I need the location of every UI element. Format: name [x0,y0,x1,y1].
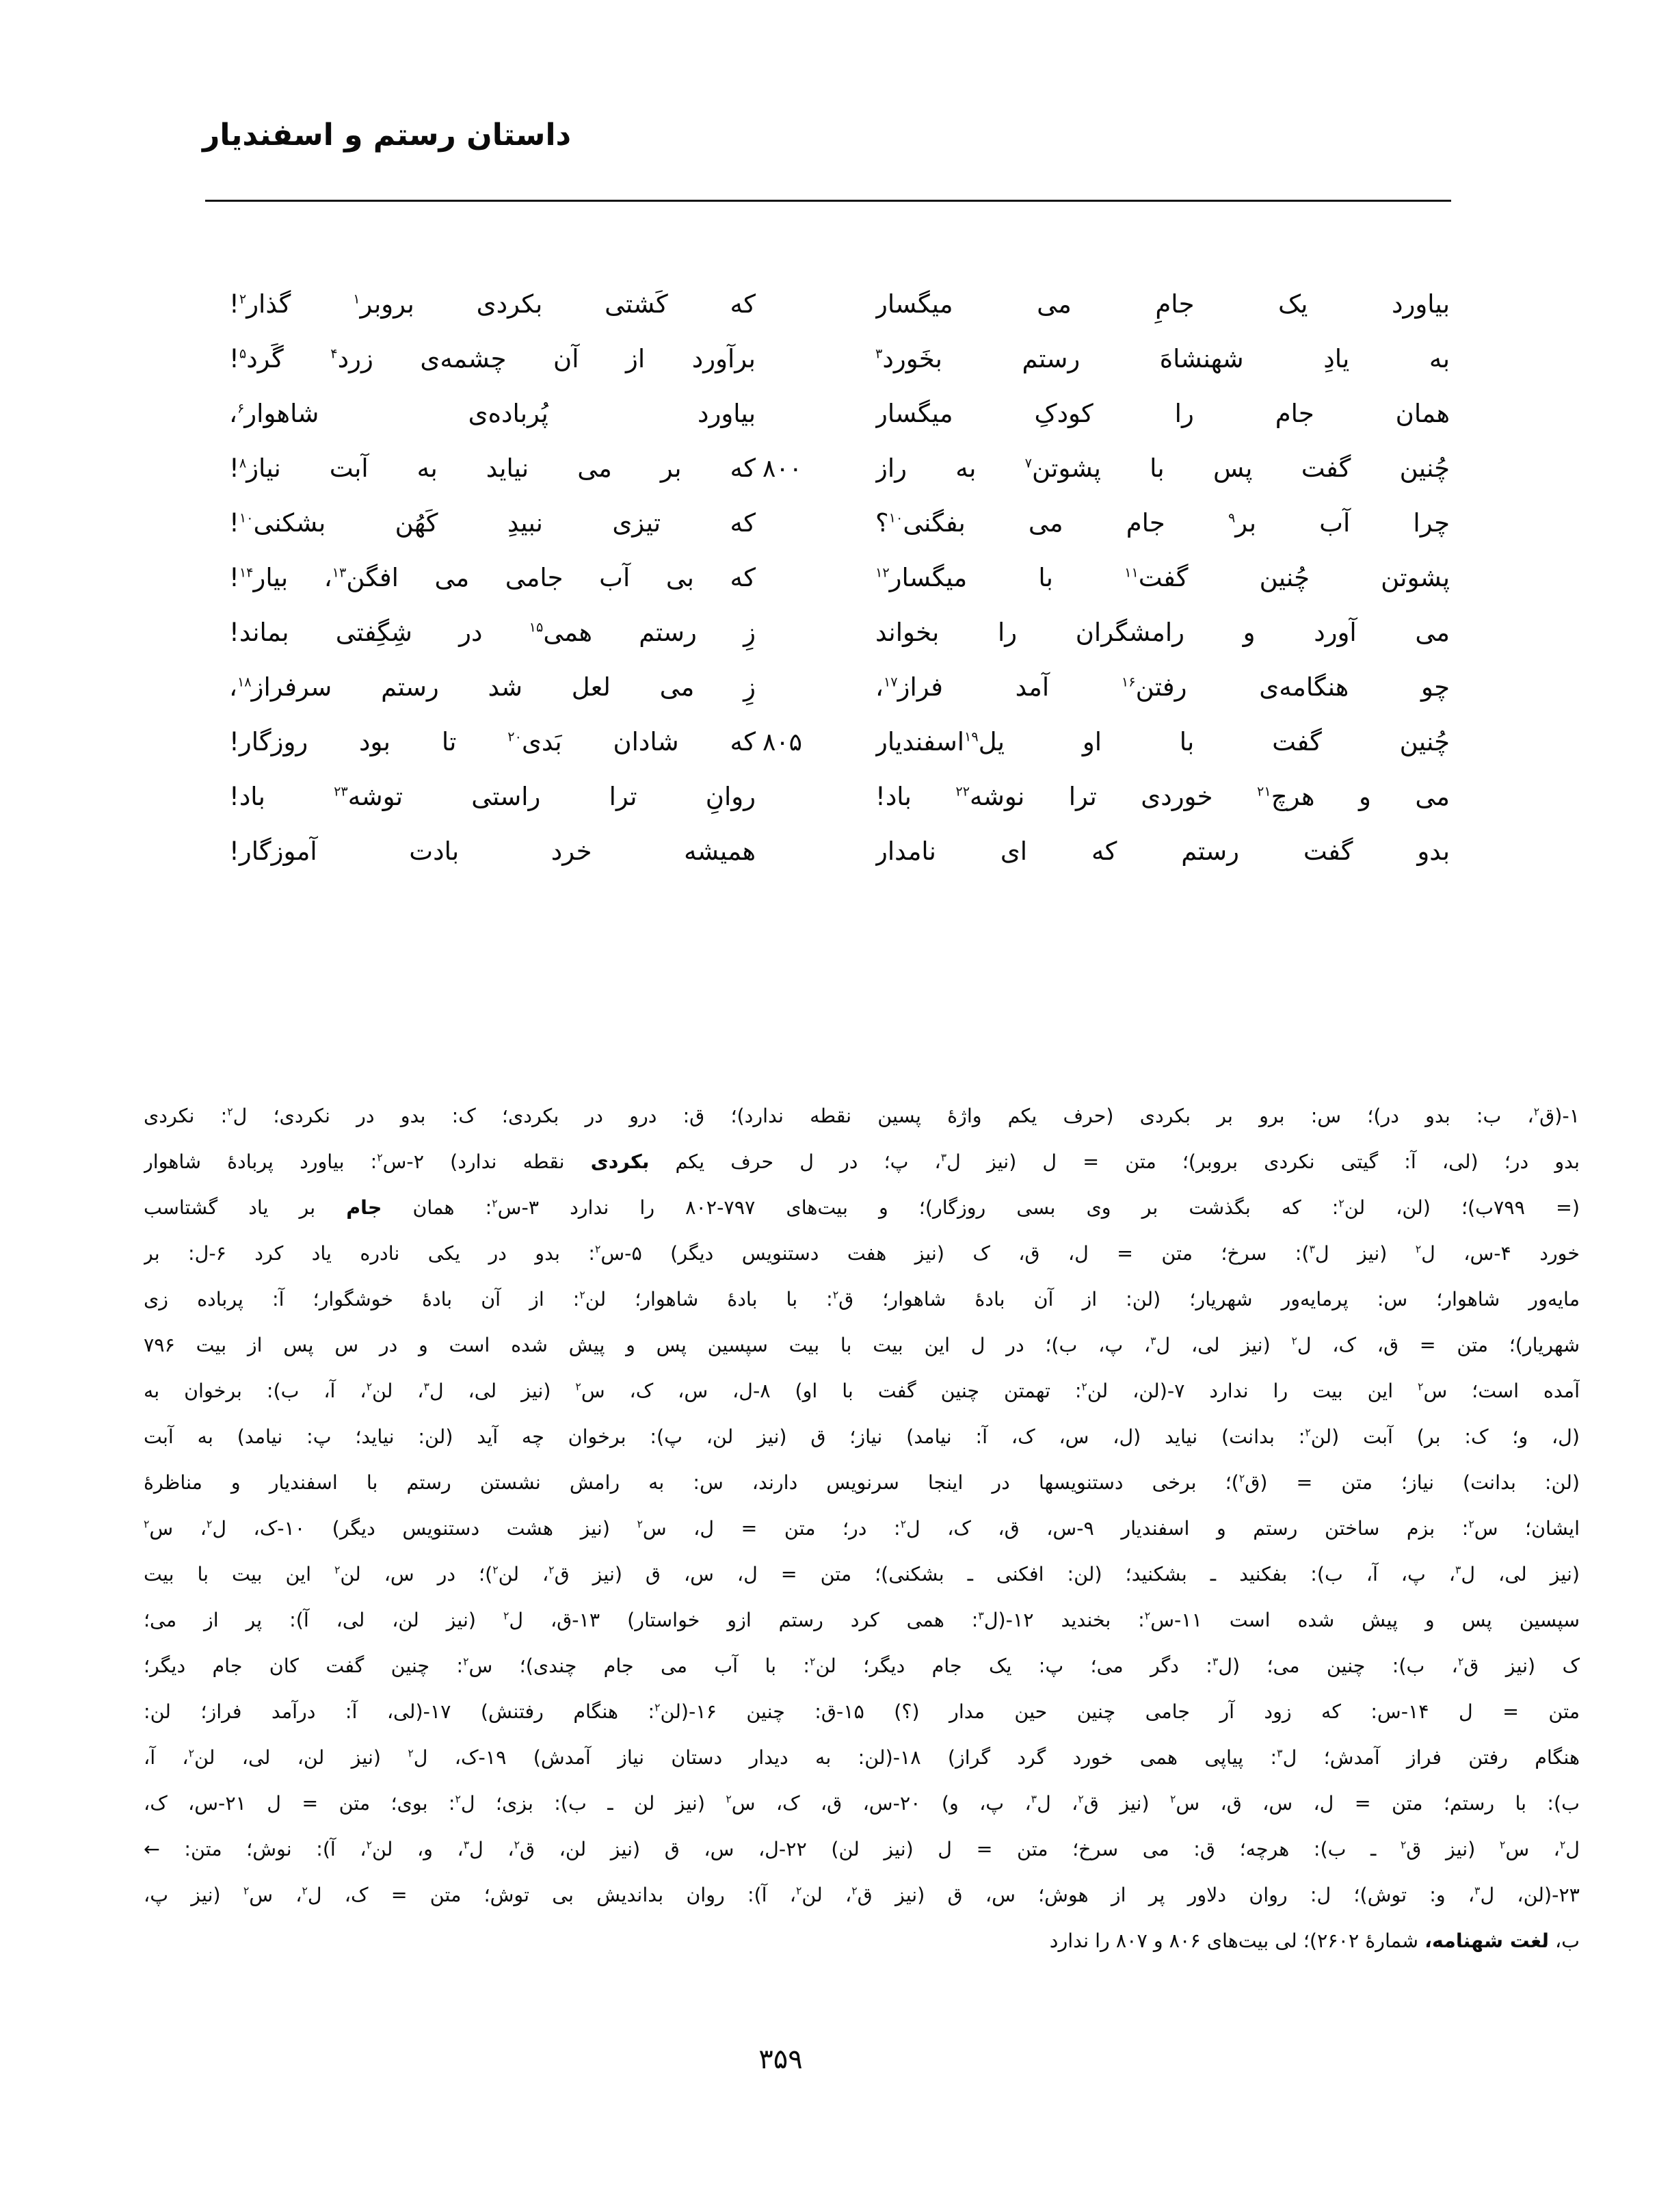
hemistich-left: که بر می نیاید به آبت نیاز$^۸$! [229,453,756,483]
page-title: داستان رستم و اسفندیار [202,118,572,153]
verse-number: ۸۰۰ [763,455,803,483]
footnote-line: خورد ۴-س، ل$^۲$ (نیز ل$^۳$): سرخ؛ متن = ل، ق، ک (نیز هفت دستنویس دیگر) ۵-س$^۲$: بدو در یکی نادره یاد کرد ۶-ل: بر [144,1242,1580,1265]
page-number: ۳۵۹ [758,2044,803,2075]
hemistich-right: چُنین گفت پس با پشوتن$^۷$ به راز [875,453,1450,483]
footnote-line: ۱-(ق$^۲$، ب: بدو در)؛ س: برو بر بکردی (حرف یکم واژهٔ پسین نقطه ندارد)؛ ق: درو در بکردی؛ ک: بدو در نکردی؛ ل$^۲$: نکردی [144,1105,1580,1127]
hemistich-right: می آورد و رامشگران را بخواند [875,618,1450,647]
hemistich-right: می و هرچ$^{۲۱}$ خوردی ترا نوشه$^{۲۲}$ باد! [875,782,1450,811]
footnote-line: هنگام رفتن فراز آمدش؛ ل$^۳$: پیاپی همی خورد گرد گراز) ۱۸-(لن: به دیدار دستان نیاز آمدش) ۱۹-ک، ل$^۲$ (نیز لن، لی، لن$^۲$، آ، [144,1746,1580,1769]
hemistich-right: چُنین گفت با او یل$^{۱۹}$اسفندیار [875,727,1450,756]
footnote-line: ب، لغت شهنامه، شمارهٔ ۲۶۰۲)؛ لی بیت‌های ۸۰۶ و ۸۰۷ را ندارد [1049,1930,1580,1952]
footnote-line: (= ۷۹۹ب)؛ (لن، لن$^۲$: که بگذشت بر وی بسی روزگار)؛ و بیت‌های ۷۹۷-۸۰۲ را ندارد ۳-س$^۲$: همان جام بر یاد گشتاسب [144,1196,1580,1219]
hemistich-right: چو هنگامه‌ی رفتن$^{۱۶}$ آمد فراز$^{۱۷}$، [875,672,1450,702]
footnote-line: (نیز لی، ل$^۳$، پ، آ، ب): بفکنید ـ بشکنید؛ (لن: افکنی ـ بشکنی)؛ متن = ل، س، ق (نیز ق$^۲$، لن$^۲$)؛ در س، لن$^۲$ این بیت با بیت [144,1563,1580,1585]
verse-row [229,769,1450,824]
footnote-line: آمده است؛ س$^۲$ این بیت را ندارد ۷-(لن، لن$^۲$: تهمتن چنین گفت با او) ۸-ل، س، ک، س$^۲$ (نیز لی، ل$^۳$، لن$^۲$، آ، ب): برخوان به [144,1380,1580,1402]
verse-row [229,551,1450,605]
verse-row [229,332,1450,386]
hemistich-left: همیشه خرد بادت آموزگار! [229,837,756,866]
footnote-line: ۲۳-(لن، ل$^۳$، و: توش)؛ ل: روان دلاور پر از هوش؛ س، ق (نیز ق$^۲$، لن$^۲$، آ): روان بداندیش بی توش؛ متن = ک، ل$^۲$، س$^۲$ (نیز پ، [144,1884,1580,1906]
footnote-line: ب): با رستم؛ متن = ل، س، ق، س$^۲$ (نیز ق$^۲$، ل$^۳$، پ، و) ۲۰-س، ق، ک، س$^۲$ (نیز لن ـ ب): بزی؛ ل$^۲$: بوی؛ متن = ل ۲۱-س، ک، [144,1792,1580,1815]
footnote-line: (لن: بدانت) نیاز؛ متن = (ق$^۲$)؛ برخی دستنویسها در اینجا سرنویس دارند، س: به رامش نشستن رستم با اسفندیار و مناظرهٔ [144,1471,1580,1494]
footnote-line: شهریار)؛ متن = ق، ک، ل$^۲$ (نیز لی، ل$^۳$، پ، ب)؛ در ل این بیت با بیت سپسین پس و پیش شده است و در س پس از بیت ۷۹۶ [144,1334,1580,1356]
hemistich-right: به یادِ شهنشاهَ رستم بخَورد$^۳$ [875,344,1450,373]
poem [229,277,1450,879]
hemistich-right: پشوتن چُنین گفت$^{۱۱}$ با میگسار$^{۱۲}$ [875,563,1450,592]
hemistich-left: روانِ ترا راستی توشه$^{۲۳}$ باد! [229,782,756,811]
hemistich-left: برآورد از آن چشمه‌ی زرد$^۴$ گَرد$^۵$! [229,344,756,373]
hemistich-left: که بی آب جامی می افگن$^{۱۳}$، بیار$^{۱۴}$! [229,563,756,592]
hemistich-left: زِ رستم همی$^{۱۵}$ در شِگِفتی بماند! [229,618,756,647]
hemistich-left: که کَشتی بکردی بروبر$^۱$ گذار$^۲$! [229,289,756,319]
header-rule [205,200,1451,202]
hemistich-left: که شادان بَدی$^{۲۰}$ تا بود روزگار! [229,727,756,756]
footnotes [144,1093,1580,1964]
footnote-line: مایه‌ور شاهوار؛ س: پرمایه‌ور شهریار؛ (لن: از آن بادهٔ شاهوار؛ ق$^۲$: با بادهٔ شاهوار؛ لن$^۲$: از آن بادهٔ خوشگوار؛ آ: پرباده زی [144,1288,1580,1311]
verse-row [229,715,1450,769]
footnote-line: متن = ل ۱۴-س: که زود آر جامی چنین حین مدار (؟) ۱۵-ق: چنین ۱۶-(لن$^۲$: هنگام رفتنش) ۱۷-(لی، آ: درآمد فراز؛ لن: [144,1700,1580,1723]
verse-row [229,605,1450,660]
verse-row [229,386,1450,441]
footnote-line: بدو در؛ (لی، آ: گیتی نکردی بروبر)؛ متن = ل (نیز ل$^۳$، پ؛ در ل حرف یکم بکردی نقطه ندارد) ۲-س$^۲$: بیاورد پربادهٔ شاهوار [144,1150,1580,1173]
hemistich-right: چرا آب بر$^۹$ جام می بفگنی$^{۱۰}$؟ [875,508,1450,538]
verse-row [229,277,1450,332]
hemistich-left: که تیزی نبیدِ کَهُن بشکنی$^{۱۰}$! [229,508,756,538]
footnote-line: ک (نیز ق$^۲$، ب): چنین می؛ (ل$^۳$: دگر می؛ پ: یک جام دیگر؛ لن$^۲$: با آب می جام چندی)؛ س$^۲$: چنین گفت کان جام دیگر؛ [144,1655,1580,1677]
hemistich-right: همان جام را کودکِ میگسار [875,399,1450,428]
verse-row [229,824,1450,879]
hemistich-left: زِ می لعل شد رستم سرفراز$^{۱۸}$، [229,672,756,702]
footnote-line: ایشان؛ س$^۲$: بزم ساختن رستم و اسفندیار ۹-س، ق، ک، ل$^۲$: در؛ متن = ل، س$^۲$ (نیز هشت دستنویس دیگر) ۱۰-ک، ل$^۲$، س$^۲$ [144,1517,1580,1540]
verse-number: ۸۰۵ [763,728,803,756]
footnote-line: (ل، و؛ ک: بر) آبت (لن$^۲$: بدانت) نیاید (ل، س، ک، آ: نیامد) نیاز؛ ق (نیز لن، پ): برخوان چه آید (لن: نیاید؛ پ: نیامد) به آبت [144,1425,1580,1448]
hemistich-left: بیاورد پُرباده‌ی شاهوار$^۶$، [229,399,756,428]
verse-row [229,441,1450,496]
hemistich-right: بدو گفت رستم که ای نامدار [875,837,1450,866]
verse-row [229,496,1450,551]
verse-row [229,660,1450,715]
footnote-line: سپسین پس و پیش شده است ۱۱-س$^۲$: بخندید ۱۲-(ل$^۳$: همی کرد رستم ازو خواستار) ۱۳-ق، ل$^۲$ (نیز لن، لی، آ): پر از می؛ [144,1609,1580,1631]
hemistich-right: بیاورد یک جامِ می میگسار [875,289,1450,319]
footnote-line: ل$^۲$، س$^۲$ (نیز ق$^۲$ ـ ب): هرچه؛ ق: می سرخ؛ متن = ل (نیز لن) ۲۲-ل، س، ق (نیز لن، ق$^۲$، ل$^۳$، و، لن$^۲$، آ): نوش؛ متن: ← [144,1838,1580,1860]
